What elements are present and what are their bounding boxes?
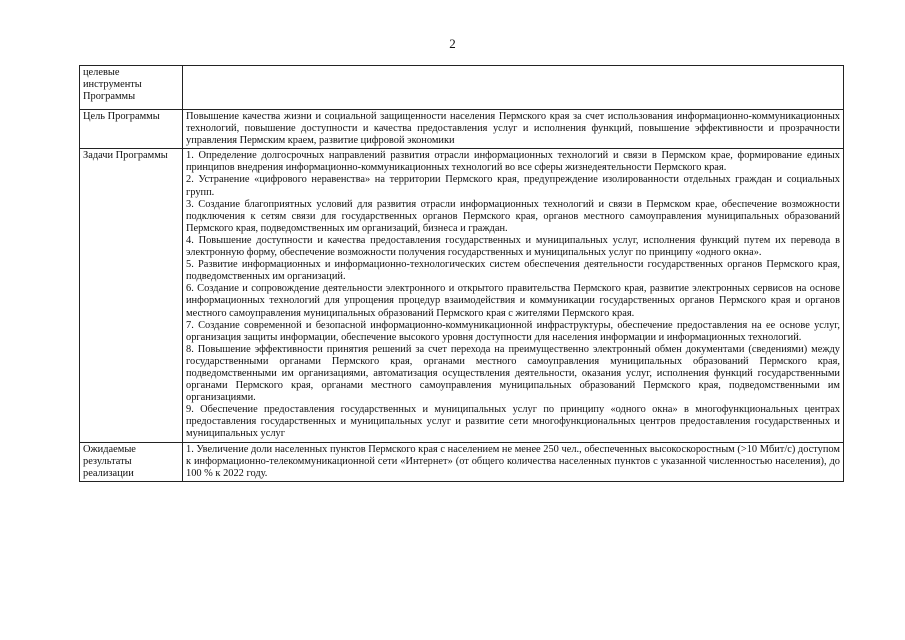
page-number: 2 — [449, 36, 456, 51]
row-content — [183, 442, 844, 481]
task-item-1: 1. Определение долгосрочных направлений развития отрасли информационных технологий и связи в Пермском крае, формирование единых принципов внедрения информационно-коммуникационных технологий во все сферы жизнедеятельности Пермского края. — [186, 150, 840, 174]
row-content — [183, 149, 844, 442]
row-content-empty — [183, 66, 844, 110]
table-row-program-tasks — [80, 149, 844, 442]
task-item-3: 3. Создание благоприятных условий для развития отрасли информационных технологий и связи в Пермском крае, обеспечение возможности подключения к сетям связи для государственных органов Пермского края, органов местного самоуправления муниципальных образований Пермского края, подведомственных им организаций, бизнеса и граждан. — [186, 198, 840, 234]
program-passport-table — [79, 65, 844, 482]
row-label: целевые инструменты Программы — [80, 66, 183, 110]
task-item-9: 9. Обеспечение предоставления государственных и муниципальных услуг по принципу «одного окна» в многофункциональных центрах предоставления государственных и муниципальных услуг и развитие сети многофункциональных центров предоставления государственных и муниципальных услуг — [186, 404, 840, 440]
task-item-5: 5. Развитие информационных и информационно-технологических систем обеспечения деятельности государственных органов Пермского края, подведомственных им организаций. — [186, 259, 840, 283]
row-label: Задачи Программы — [80, 149, 183, 442]
task-item-2: 2. Устранение «цифрового неравенства» на территории Пермского края, предупреждение изолированности отдельных граждан и социальных групп. — [186, 174, 840, 198]
task-item-8: 8. Повышение эффективности принятия решений за счет перехода на преимущественно электронный обмен документами (сведениями) между государственными органами Пермского края, органами местного самоуправления муниципальных образований Пермского края, подведомственными им организациями, автоматизация осуществления деятельности, оказания услуг, исполнения функций государственными органами Пермского края, органами местного самоуправления муниципальных образований Пермского края, подведомственными им организациями. — [186, 343, 840, 404]
row-label: Ожидаемые результаты реализации — [80, 442, 183, 481]
row-content — [183, 110, 844, 149]
table-row-expected-results — [80, 442, 844, 481]
task-item-7: 7. Создание современной и безопасной информационно-коммуникационной инфраструктуры, обеспечение предоставления на ее основе услуг, организация защиты информации, обеспечение высокого уровня доступности для населения информации и информационных технологий. — [186, 319, 840, 343]
result-item-1: 1. Увеличение доли населенных пунктов Пермского края с населением не менее 250 чел., обеспеченных высокоскоростным (>10 Мбит/с) доступом к информационно-телекоммуникационной сети «Интернет» (от общего количества населенных пунктов с указанной численностью населения), до 100 % к 2022 году. — [186, 443, 840, 479]
goal-paragraph: Повышение качества жизни и социальной защищенности населения Пермского края за счет использования информационно-коммуникационных технологий, повышение доступности и качества предоставления услуг и исполнения функций, повышение эффективности и прозрачности управления Пермским краем, развитие цифровой экономики — [186, 111, 840, 147]
task-item-6: 6. Создание и сопровождение деятельности электронного и открытого правительства Пермского края, развитие электронных сервисов на основе информационных технологий для упрощения процедур взаимодействия и коммуникации государственных органов Пермского края и органов местного самоуправления муниципальных образований Пермского края с жителями Пермского края. — [186, 283, 840, 319]
row-label: Цель Программы — [80, 110, 183, 149]
task-item-4: 4. Повышение доступности и качества предоставления государственных и муниципальных услуг, исполнения функций путем их перевода в электронную форму, обеспечение возможности получения государственных и муниципальных услуг по принципу «одного окна». — [186, 234, 840, 259]
table-row-target-instruments — [80, 66, 844, 110]
table-row-program-goal — [80, 110, 844, 149]
